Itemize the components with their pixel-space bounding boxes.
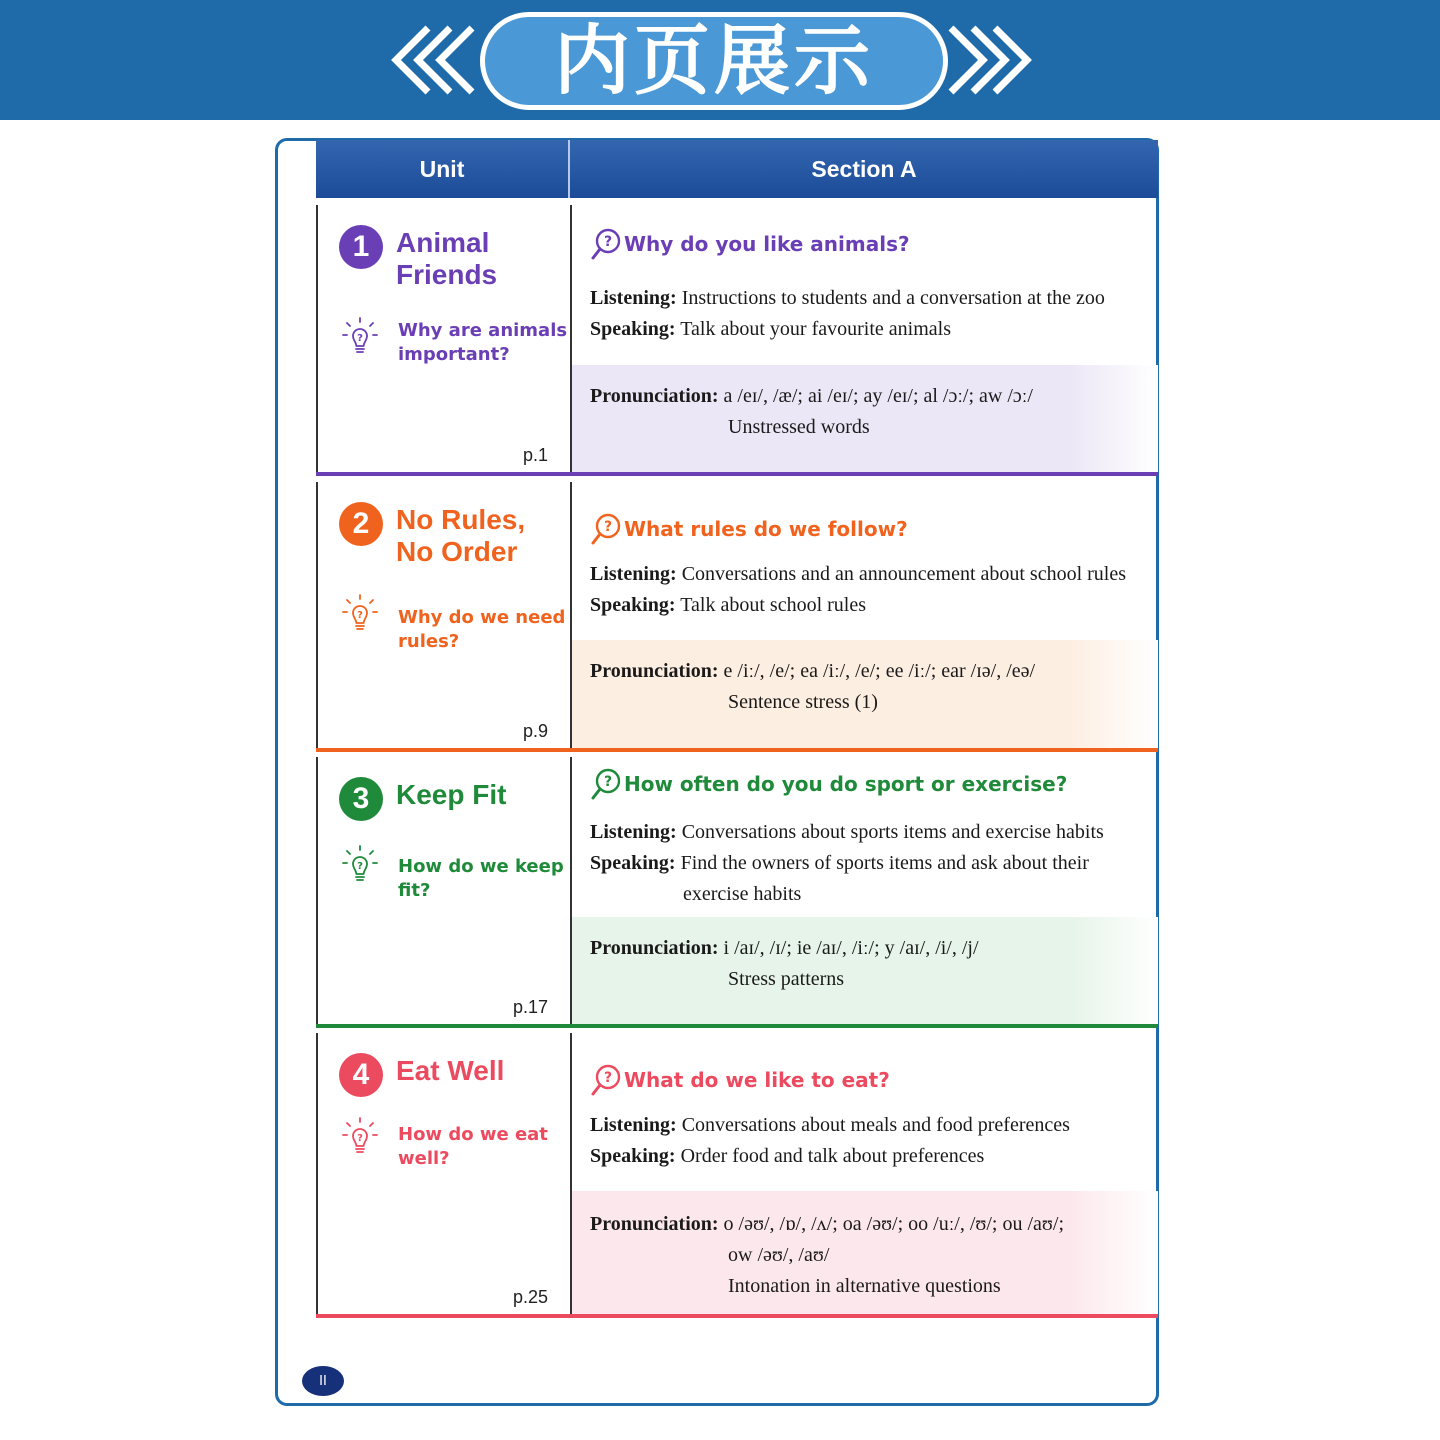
unit-divider xyxy=(316,748,1158,752)
pronunciation-line xyxy=(590,933,1154,964)
listening-line xyxy=(590,1110,1154,1141)
unit-row-1 xyxy=(316,205,1158,476)
top-banner xyxy=(0,0,1440,120)
skills-block xyxy=(590,1110,1154,1172)
speaking-line xyxy=(590,848,1154,879)
pronunciation-label: Pronunciation: xyxy=(590,937,719,959)
unit-cell xyxy=(316,757,572,1028)
pronunciation-label: Pronunciation: xyxy=(590,1213,719,1235)
pronunciation-label: Pronunciation: xyxy=(590,385,719,407)
essential-question xyxy=(590,767,1067,801)
page-reference: p.25 xyxy=(512,1287,548,1307)
pronunciation-block xyxy=(572,917,1158,1024)
pronunciation-sounds: o /əʊ/, /ɒ/, /ʌ/; oa /əʊ/; oo /uː/, /ʊ/; ou /aʊ/; xyxy=(723,1213,1064,1235)
speaking-label: Speaking: xyxy=(590,594,676,616)
unit-divider xyxy=(316,472,1158,476)
pronunciation-label: Pronunciation: xyxy=(590,660,719,682)
listening-line xyxy=(590,283,1154,314)
speaking-label: Speaking: xyxy=(590,852,676,874)
pronunciation-line xyxy=(590,381,1154,412)
essential-question xyxy=(590,227,910,261)
listening-text: Instructions to students and a conversation at the zoo xyxy=(681,287,1105,309)
unit-title: No Rules, No Order xyxy=(396,504,526,567)
unit-title: Eat Well xyxy=(396,1055,505,1086)
big-question: Why do we need rules? xyxy=(398,607,566,652)
section-a-cell xyxy=(572,1033,1158,1318)
unit-divider xyxy=(316,1024,1158,1028)
speaking-line xyxy=(590,1141,1154,1172)
section-a-cell xyxy=(572,482,1158,752)
essential-question-text: What rules do we follow? xyxy=(624,517,908,541)
listening-text: Conversations about sports items and exercise habits xyxy=(681,821,1104,843)
speaking-text: Find the owners of sports items and ask about their xyxy=(680,852,1089,874)
skills-block xyxy=(590,283,1154,345)
speaking-line xyxy=(590,314,1154,345)
skills-block xyxy=(590,559,1154,621)
magnifier-question-icon xyxy=(590,227,622,261)
speaking-label: Speaking: xyxy=(590,1145,676,1167)
unit-cell xyxy=(316,205,572,476)
svg-text:?: ? xyxy=(357,861,363,872)
speaking-text: Order food and talk about preferences xyxy=(680,1145,985,1167)
unit-row-3 xyxy=(316,757,1158,1028)
page-reference: p.1 xyxy=(522,445,548,465)
speaking-continued: exercise habits xyxy=(683,883,802,905)
lightbulb-question-icon xyxy=(342,845,378,885)
unit-divider xyxy=(316,1314,1158,1318)
unit-cell xyxy=(316,482,572,752)
pronunciation-continued: ow /əʊ/, /aʊ/ xyxy=(728,1244,830,1266)
skills-block xyxy=(590,817,1154,910)
pronunciation-sounds: i /aɪ/, /ɪ/; ie /aɪ/, /iː/; y /aɪ/, /i/, /j/ xyxy=(723,937,979,959)
svg-text:?: ? xyxy=(357,333,363,344)
unit-column-header: Unit xyxy=(316,140,570,198)
pronunciation-block xyxy=(572,365,1158,475)
listening-text: Conversations about meals and food preferences xyxy=(681,1114,1070,1136)
lightbulb-question-icon xyxy=(342,594,378,634)
magnifier-question-icon xyxy=(590,767,622,801)
listening-label: Listening: xyxy=(590,1114,677,1136)
banner-pill xyxy=(480,12,948,110)
speaking-label: Speaking: xyxy=(590,318,676,340)
unit-row-4 xyxy=(316,1033,1158,1318)
unit-cell xyxy=(316,1033,572,1318)
pronunciation-line xyxy=(590,1209,1154,1240)
unit-number-badge: 3 xyxy=(339,777,383,821)
speaking-text: Talk about school rules xyxy=(680,594,867,616)
svg-text:?: ? xyxy=(603,234,613,250)
pronunciation-line xyxy=(590,656,1154,687)
banner-title: 内页展示 xyxy=(554,16,874,105)
page-reference: p.17 xyxy=(512,997,548,1017)
pronunciation-block xyxy=(572,640,1158,748)
listening-label: Listening: xyxy=(590,821,677,843)
pronunciation-note: Intonation in alternative questions xyxy=(728,1275,1001,1297)
listening-text: Conversations and an announcement about school rules xyxy=(681,563,1127,585)
section-column-header: Section A xyxy=(811,155,917,182)
essential-question-text: What do we like to eat? xyxy=(624,1068,890,1092)
table-header xyxy=(316,140,1158,198)
listening-line xyxy=(590,559,1154,590)
unit-number-badge: 1 xyxy=(339,225,383,269)
page-number-badge: II xyxy=(302,1366,344,1396)
speaking-text: Talk about your favourite animals xyxy=(680,318,951,340)
pronunciation-note: Sentence stress (1) xyxy=(728,691,878,713)
speaking-line xyxy=(590,590,1154,621)
double-chevron-right-icon xyxy=(945,20,1035,100)
unit-title: Animal Friends xyxy=(396,227,498,290)
essential-question-text: Why do you like animals? xyxy=(624,232,910,256)
svg-text:?: ? xyxy=(603,1070,613,1086)
big-question: Why are animals important? xyxy=(398,320,568,365)
lightbulb-question-icon xyxy=(342,317,378,357)
big-question: How do we eat well? xyxy=(398,1124,548,1169)
unit-number-badge: 4 xyxy=(339,1053,383,1097)
page-reference: p.9 xyxy=(522,721,548,741)
double-chevron-left-icon xyxy=(388,20,478,100)
pronunciation-note: Stress patterns xyxy=(728,968,845,990)
svg-text:?: ? xyxy=(357,610,363,621)
magnifier-question-icon xyxy=(590,1063,622,1097)
unit-row-2 xyxy=(316,482,1158,752)
big-question: How do we keep fit? xyxy=(398,856,564,901)
pronunciation-note: Unstressed words xyxy=(728,416,870,438)
listening-label: Listening: xyxy=(590,287,677,309)
pronunciation-sounds: e /iː/, /e/; ea /iː/, /e/; ee /iː/; ear /ɪə/, /eə/ xyxy=(723,660,1036,682)
essential-question xyxy=(590,1063,890,1097)
section-a-cell xyxy=(572,757,1158,1028)
unit-title: Keep Fit xyxy=(396,779,507,810)
pronunciation-block xyxy=(572,1191,1158,1314)
svg-text:?: ? xyxy=(603,774,613,790)
unit-number-badge: 2 xyxy=(339,502,383,546)
svg-text:?: ? xyxy=(357,1133,363,1144)
magnifier-question-icon xyxy=(590,512,622,546)
section-a-cell xyxy=(572,205,1158,476)
listening-line xyxy=(590,817,1154,848)
lightbulb-question-icon xyxy=(342,1117,378,1157)
essential-question-text: How often do you do sport or exercise? xyxy=(624,772,1068,796)
svg-text:?: ? xyxy=(603,519,613,535)
pronunciation-sounds: a /eɪ/, /æ/; ai /eɪ/; ay /eɪ/; al /ɔː/; aw /ɔː/ xyxy=(723,385,1033,407)
essential-question xyxy=(590,512,908,546)
listening-label: Listening: xyxy=(590,563,677,585)
